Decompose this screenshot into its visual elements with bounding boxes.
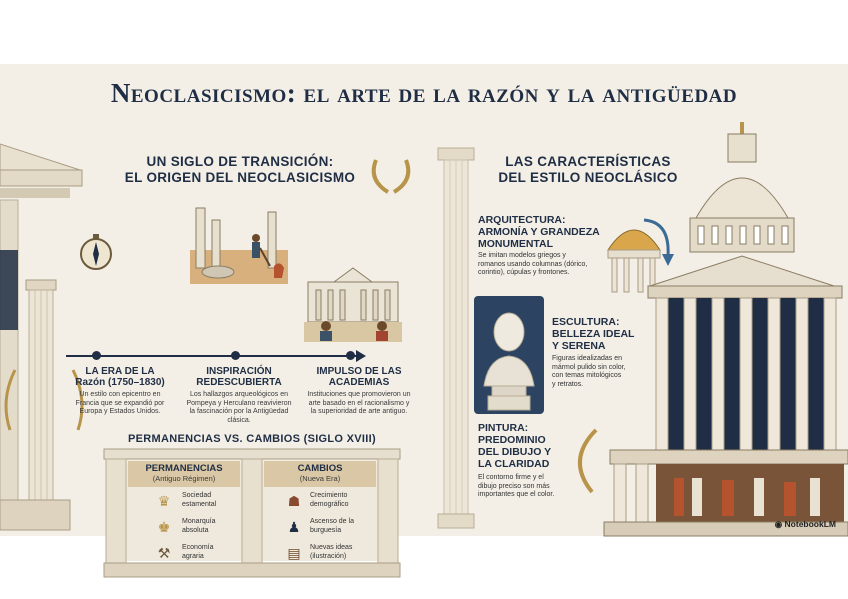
cambios-heading: CAMBIOS: [297, 463, 343, 474]
timeline-academies-title: [298, 366, 420, 388]
timeline-line: [66, 355, 362, 357]
ruins-excavation-illustration: [190, 204, 288, 284]
inspiration-body-line: Pompeya y Herculano reavivieron: [186, 399, 292, 407]
academy-building-illustration: [304, 252, 402, 342]
era-body-line: Francia que se expandió por: [75, 399, 165, 407]
body-line: Figuras idealizadas en: [552, 355, 623, 362]
permanencia-item: [182, 492, 216, 509]
infographic: [0, 64, 848, 561]
timeline-inspiration-title: [178, 366, 300, 388]
crown-icon: ♛: [157, 493, 171, 509]
item-line: Ascenso de la: [310, 518, 354, 525]
item-line: Monarquía: [182, 518, 216, 525]
logo-text: NotebookLM: [784, 519, 836, 529]
body-line: importantes que el color.: [478, 491, 555, 498]
item-line: demográfico: [310, 500, 349, 508]
item-line: Crecimiento: [310, 492, 348, 499]
body-line: Se imitan modelos griegos y: [478, 252, 566, 259]
page-title: Neoclasicismo: el arte de la razón y la antigüedad: [110, 78, 738, 108]
table-title: PERMANENCIAS VS. CAMBIOS (SIGLO XVIII): [128, 433, 376, 445]
left-heading-line1: UN SIGLO DE TRANSICIÓN:: [146, 154, 334, 169]
timeline-dot: [92, 351, 101, 360]
item-line: Nuevas ideas: [310, 544, 353, 551]
pintura-text: [478, 474, 578, 500]
cambio-item: [310, 544, 352, 561]
item-line: absoluta: [182, 526, 209, 534]
permanencias-subheading: (Antiguo Régimen): [152, 474, 216, 483]
item-line: Sociedad: [182, 492, 212, 499]
timeline-era-text: [60, 391, 180, 417]
academies-body-line: arte basado en el racionalismo y: [308, 399, 410, 407]
heading-line: MONUMENTAL: [478, 238, 554, 250]
left-temple-illustration: [0, 130, 90, 530]
compass-icon: [78, 232, 114, 272]
era-head-line1: LA ERA DE LA: [85, 366, 155, 377]
book-icon: ▤: [287, 545, 301, 561]
heading-line: BELLEZA IDEAL: [552, 328, 635, 340]
academies-head-line1: IMPULSO DE LAS: [316, 366, 402, 377]
timeline-arrow-icon: [356, 350, 366, 362]
timeline-dot: [231, 351, 240, 360]
timeline-inspiration-text: [178, 391, 300, 425]
inspiration-body-line: la fascinación por la Antigüedad: [189, 408, 289, 415]
permanencia-item: [182, 518, 215, 535]
body-line: corintio), cúpulas y frontones.: [478, 269, 570, 276]
crowd-icon: ☗: [287, 493, 301, 509]
body-line: y retratos.: [552, 380, 584, 388]
inspiration-head-line1: INSPIRACIÓN: [206, 366, 272, 377]
timeline-era-title: [60, 366, 180, 388]
academies-head-line2: ACADEMIAS: [328, 377, 390, 388]
item-line: estamental: [182, 500, 217, 508]
inspiration-body-line: Los hallazgos arqueológicos en: [189, 391, 289, 398]
cambios-subheading: (Nueva Era): [299, 474, 341, 483]
item-line: (ilustración): [310, 552, 347, 560]
permanencias-heading: PERMANENCIAS: [145, 463, 223, 474]
cambio-item: [310, 492, 349, 509]
body-line: con temas mitológicos: [552, 372, 622, 379]
body-line: romanos usando columnas (dórico,: [478, 260, 588, 268]
right-heading-line2: DEL ESTILO NEOCLÁSICO: [498, 170, 678, 185]
era-body-line: Un estilo con epicentro en: [79, 391, 161, 398]
comparison-table: [104, 449, 400, 577]
left-heading: [120, 154, 360, 186]
item-line: agraria: [182, 552, 204, 560]
permanencia-item: [182, 544, 214, 561]
heading-line: Y SERENA: [552, 340, 606, 352]
logo-icon: ◉: [774, 519, 785, 529]
cambio-item: [310, 518, 354, 535]
timeline-academies-text: [298, 391, 420, 417]
arquitectura-text: [478, 252, 608, 278]
body-line: mármol pulido sin color,: [552, 363, 626, 371]
item-line: Economía: [182, 544, 214, 551]
body-line: dibujo preciso son más: [478, 482, 550, 490]
heading-line: PREDOMINIO: [478, 434, 546, 446]
inspiration-body-line: clásica.: [227, 416, 251, 424]
plough-icon: ⚒: [157, 545, 171, 561]
era-body-line: Europa y Estados Unidos.: [79, 408, 161, 415]
laurel-branch-icon: [566, 426, 606, 496]
inspiration-head-line2: REDESCUBIERTA: [196, 377, 282, 388]
notebooklm-logo: [775, 519, 836, 530]
heading-line: ESCULTURA:: [552, 316, 620, 328]
heading-line: DEL DIBUJO Y: [478, 446, 552, 458]
item-line: burguesía: [310, 526, 342, 534]
heading-line: PINTURA:: [478, 422, 529, 434]
heading-line: LA CLARIDAD: [478, 458, 550, 470]
pintura-heading: [478, 422, 578, 470]
right-heading-line1: LAS CARACTERÍSTICAS: [505, 154, 671, 169]
timeline-dot: [346, 351, 355, 360]
laurel-wreath-icon: [366, 152, 416, 196]
left-heading-line2: EL ORIGEN DEL NEOCLASICISMO: [124, 170, 356, 185]
arquitectura-heading: [478, 214, 608, 250]
crown-icon: ♚: [157, 519, 171, 535]
bust-sculpture-illustration: [474, 296, 544, 414]
academies-body-line: Instituciones que promovieron un: [307, 391, 411, 398]
heading-line: ARQUITECTURA:: [478, 214, 566, 226]
era-head-line2: Razón (1750–1830): [75, 377, 165, 388]
bourgeois-icon: ♟: [287, 519, 301, 535]
heading-line: ARMONÍA Y GRANDEZA: [478, 226, 600, 238]
center-column-illustration: [436, 148, 476, 528]
academies-body-line: la superioridad de arte antiguo.: [310, 408, 408, 415]
domed-temple-illustration: [604, 122, 848, 536]
body-line: El contorno firme y el: [478, 474, 544, 481]
